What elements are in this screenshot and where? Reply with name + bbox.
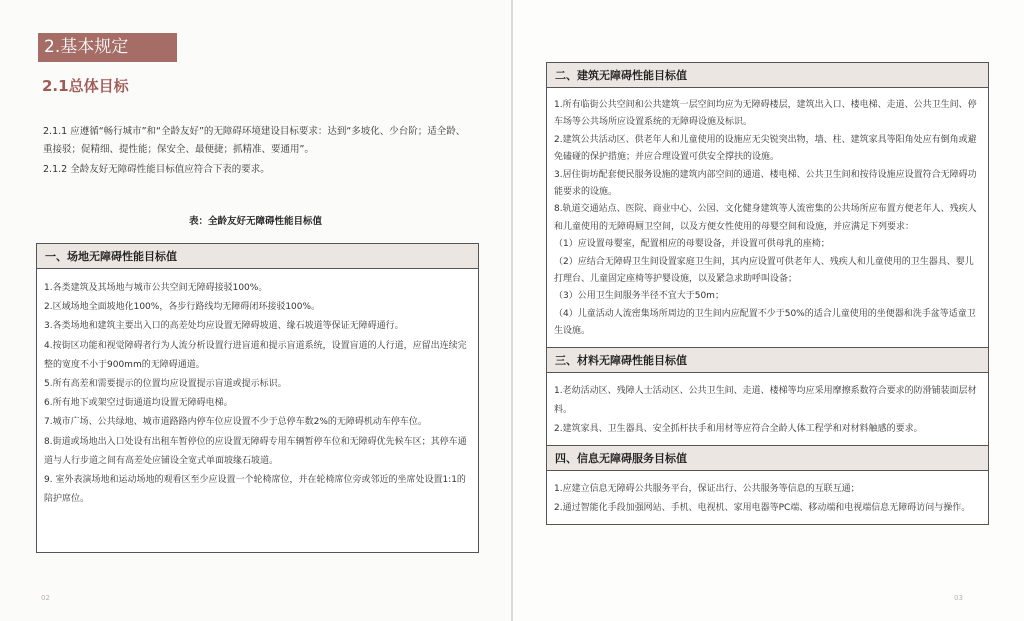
list-item: 2.建筑家具、卫生器具、安全抓杆扶手和用材等应符合全龄人体工程学和对材料触感的要求。 <box>554 423 923 434</box>
left-page <box>0 0 511 621</box>
section-header: 二、建筑无障碍性能目标值 <box>547 63 988 88</box>
list-item: 8.街道或场地出入口处设有出租车暂停位的应设置无障碍专用车辆暂停车位和无障碍优先候车区；其停车通道与人行步道之间有高差处应铺设全宽式单面坡缘石坡道。 <box>44 436 467 466</box>
table-caption: 表：全龄友好无障碍性能目标值 <box>188 216 322 227</box>
targets-table <box>546 62 989 525</box>
list-item: 2.区域场地全面坡地化100%，各步行路线均无障碍闭环接驳100%。 <box>44 302 321 313</box>
list-item: 9. 室外表演场地和运动场地的观看区至少应设置一个轮椅席位，并在轮椅席位旁或邻近的坐席处设置1:1的陪护席位。 <box>44 475 466 505</box>
list-item: 2.建筑公共活动区、供老年人和儿童使用的设施应无尖锐突出物，墙、柱、建筑家具等阳角处应有倒角或避免磕碰的保护措施；并应合理设置可供安全撑扶的设施。 <box>554 134 977 163</box>
list-item: （4）儿童活动人流密集场所周边的卫生间内应配置不少于50%的适合儿童使用的坐便器和洗手盆等适童卫生设施。 <box>554 308 976 337</box>
list-item: 4.按街区功能和视觉障碍者行为人流分析设置行进盲道和提示盲道系统，设置盲道的人行道，应留出连续完整的宽度不小于900mm的无障碍通道。 <box>44 340 467 370</box>
list-item: （3）公用卫生间服务半径不宜大于50m； <box>554 291 724 302</box>
section-body <box>547 471 988 524</box>
list-item: 2.通过智能化手段加强网站、手机、电视机、家用电器等PC端、移动端和电视端信息无障碍访问与操作。 <box>554 502 971 513</box>
list-item: 3.居住街坊配套便民服务设施的建筑内部空间的通道、楼电梯、公共卫生间和按待设施应设置符合无障碍功能要求的设施。 <box>554 169 977 198</box>
box-header: 一、场地无障碍性能目标值 <box>37 244 478 269</box>
list-item: 6.所有地下或架空过街通道均设置无障碍电梯。 <box>44 398 233 409</box>
material-targets-section <box>547 347 988 445</box>
page-number: 02 <box>41 594 50 602</box>
section-body <box>547 88 988 347</box>
site-targets-box <box>36 243 479 553</box>
list-item: 1.应建立信息无障碍公共服务平台，保证出行、公共服务等信息的互联互通； <box>554 483 860 494</box>
section-body <box>547 373 988 445</box>
list-item: 1.老幼活动区、残障人士活动区、公共卫生间、走道、楼梯等均应采用摩擦系数符合要求的防滑铺装面层材料。 <box>554 385 977 415</box>
box-body <box>37 269 478 509</box>
list-item: 1.所有临街公共空间和公共建筑一层空间均应为无障碍楼层，建筑出入口、楼电梯、走道、公共卫生间、停车场等公共场所应设置系统的无障碍设施及标识。 <box>554 100 977 128</box>
building-targets-section <box>547 63 988 347</box>
list-item: 8.轨道交通站点、医院、商业中心、公园、文化健身建筑等人流密集的公共场所应布置方便老年人、残疾人和儿童使用的无障碍厕卫空间，以及方便女性使用的母婴空间和设施，并应满足下列要求： <box>554 204 977 232</box>
section-header: 三、材料无障碍性能目标值 <box>547 348 988 373</box>
paragraph-2-1-1: 2.1.1 应遵循“畅行城市”和“全龄友好”的无障碍环境建设目标要求：达到“多坡化、少台阶；适全龄、重接驳；促精细、提性能；保安全、最便捷；抓精准、要通用”。 <box>43 126 466 155</box>
chapter-title: 2.基本规定 <box>38 33 177 62</box>
section-title: 2.1总体目标 <box>42 77 129 95</box>
section-header: 四、信息无障碍服务目标值 <box>547 446 988 471</box>
page-number: 03 <box>954 594 963 602</box>
paragraph-2-1-2: 2.1.2 全龄友好无障碍性能目标值应符合下表的要求。 <box>43 164 270 175</box>
list-item: 3.各类场地和建筑主要出入口的高差处均应设置无障碍坡道、缘石坡道等保证无障碍通行。 <box>44 321 404 332</box>
list-item: 7.城市广场、公共绿地、城市道路路内停车位应设置不少于总停车数2%的无障碍机动车停车位。 <box>44 417 427 428</box>
list-item: 1.各类建筑及其场地与城市公共空间无障碍接驳100%。 <box>44 283 268 293</box>
list-item: （2）应结合无障碍卫生间设置家庭卫生间，其内应设置可供老年人、残疾人和儿童使用的卫生器具、婴儿打理台、儿童固定座椅等护婴设施，以及紧急求助呼叫设备； <box>554 256 974 285</box>
list-item: 5.所有高差和需要提示的位置均应设置提示盲道或提示标识。 <box>44 379 287 390</box>
information-targets-section <box>547 445 988 524</box>
list-item: （1）应设置母婴室，配置相应的母婴设备，并设置可供母乳的座椅； <box>554 239 830 250</box>
